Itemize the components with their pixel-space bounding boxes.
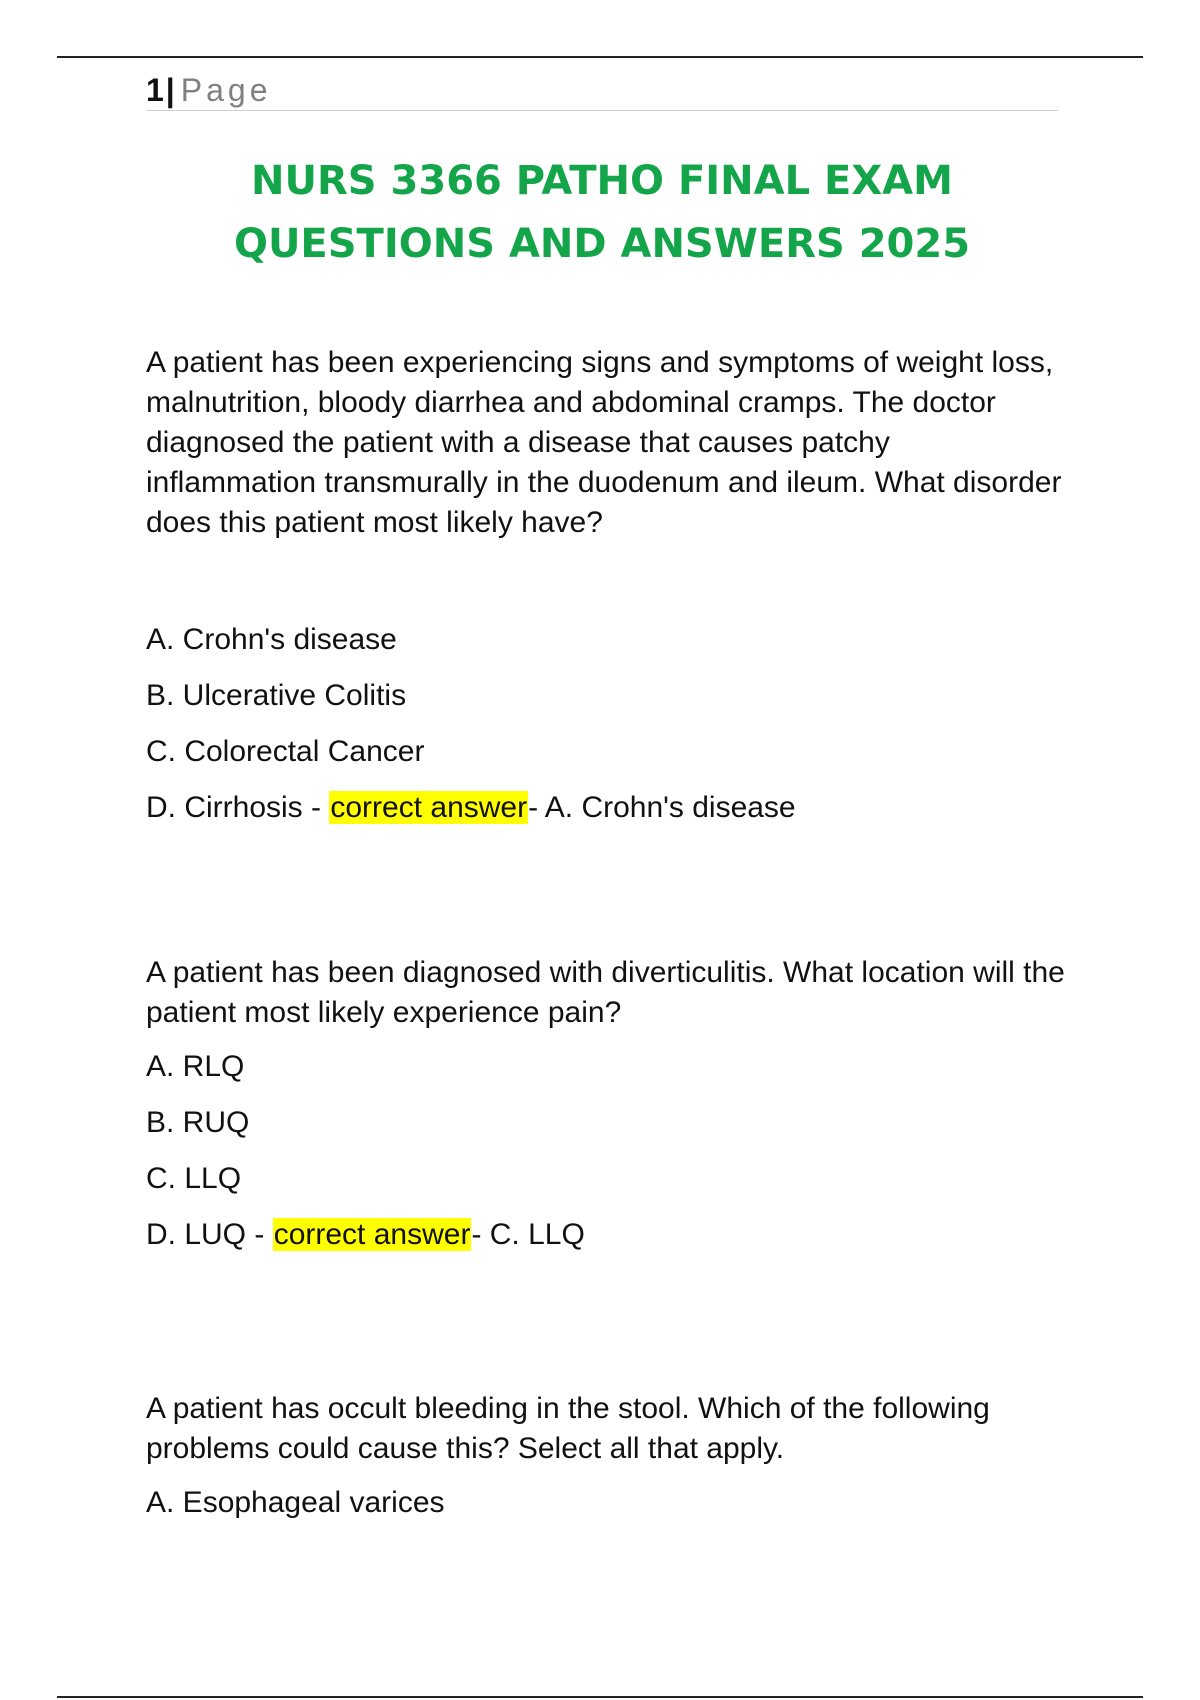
question-3 bbox=[146, 1389, 1066, 1521]
question-stem: A patient has occult bleeding in the stool. Which of the following problems could cause this? Select all that apply. bbox=[146, 1392, 990, 1465]
title-line-2: QUESTIONS AND ANSWERS 2025 bbox=[233, 221, 971, 267]
correct-answer-highlight: correct answer bbox=[273, 1218, 471, 1251]
option-list bbox=[146, 1485, 1066, 1521]
answer-text: - A. Crohn's disease bbox=[528, 791, 796, 824]
option-d-with-answer bbox=[146, 1217, 1066, 1253]
document-title bbox=[146, 150, 1058, 276]
option-list bbox=[146, 622, 1066, 826]
option-a: A. Esophageal varices bbox=[146, 1486, 445, 1519]
option-b: B. RUQ bbox=[146, 1106, 250, 1139]
page-separator: | bbox=[165, 72, 175, 108]
question-1 bbox=[146, 343, 1066, 846]
option-d-with-answer bbox=[146, 790, 1066, 826]
title-line-1: NURS 3366 PATHO FINAL EXAM bbox=[251, 158, 953, 204]
correct-answer-highlight: correct answer bbox=[330, 791, 528, 824]
answer-text: - C. LLQ bbox=[471, 1218, 585, 1251]
question-stem: A patient has been experiencing signs and symptoms of weight loss, malnutrition, bloody diarrhea and abdominal cramps. The doctor diagnosed the patient with a disease that causes patchy inflammation transmurally in the duodenum and ileum. What disorder does this patient most likely have? bbox=[146, 346, 1062, 539]
option-c: C. LLQ bbox=[146, 1162, 242, 1195]
option-d: D. Cirrhosis - bbox=[146, 791, 322, 824]
page-header bbox=[146, 70, 1058, 111]
top-rule bbox=[57, 56, 1143, 58]
bottom-rule bbox=[57, 1696, 1143, 1698]
option-a: A. RLQ bbox=[146, 1050, 245, 1083]
option-a: A. Crohn's disease bbox=[146, 623, 397, 656]
option-c: C. Colorectal Cancer bbox=[146, 735, 425, 768]
page-label: Page bbox=[180, 72, 272, 108]
option-list bbox=[146, 1049, 1066, 1253]
question-2 bbox=[146, 953, 1066, 1273]
page-number: 1 bbox=[146, 72, 164, 108]
option-d: D. LUQ - bbox=[146, 1218, 265, 1251]
question-stem: A patient has been diagnosed with diverticulitis. What location will the patient most likely experience pain? bbox=[146, 956, 1065, 1029]
option-b: B. Ulcerative Colitis bbox=[146, 679, 407, 712]
